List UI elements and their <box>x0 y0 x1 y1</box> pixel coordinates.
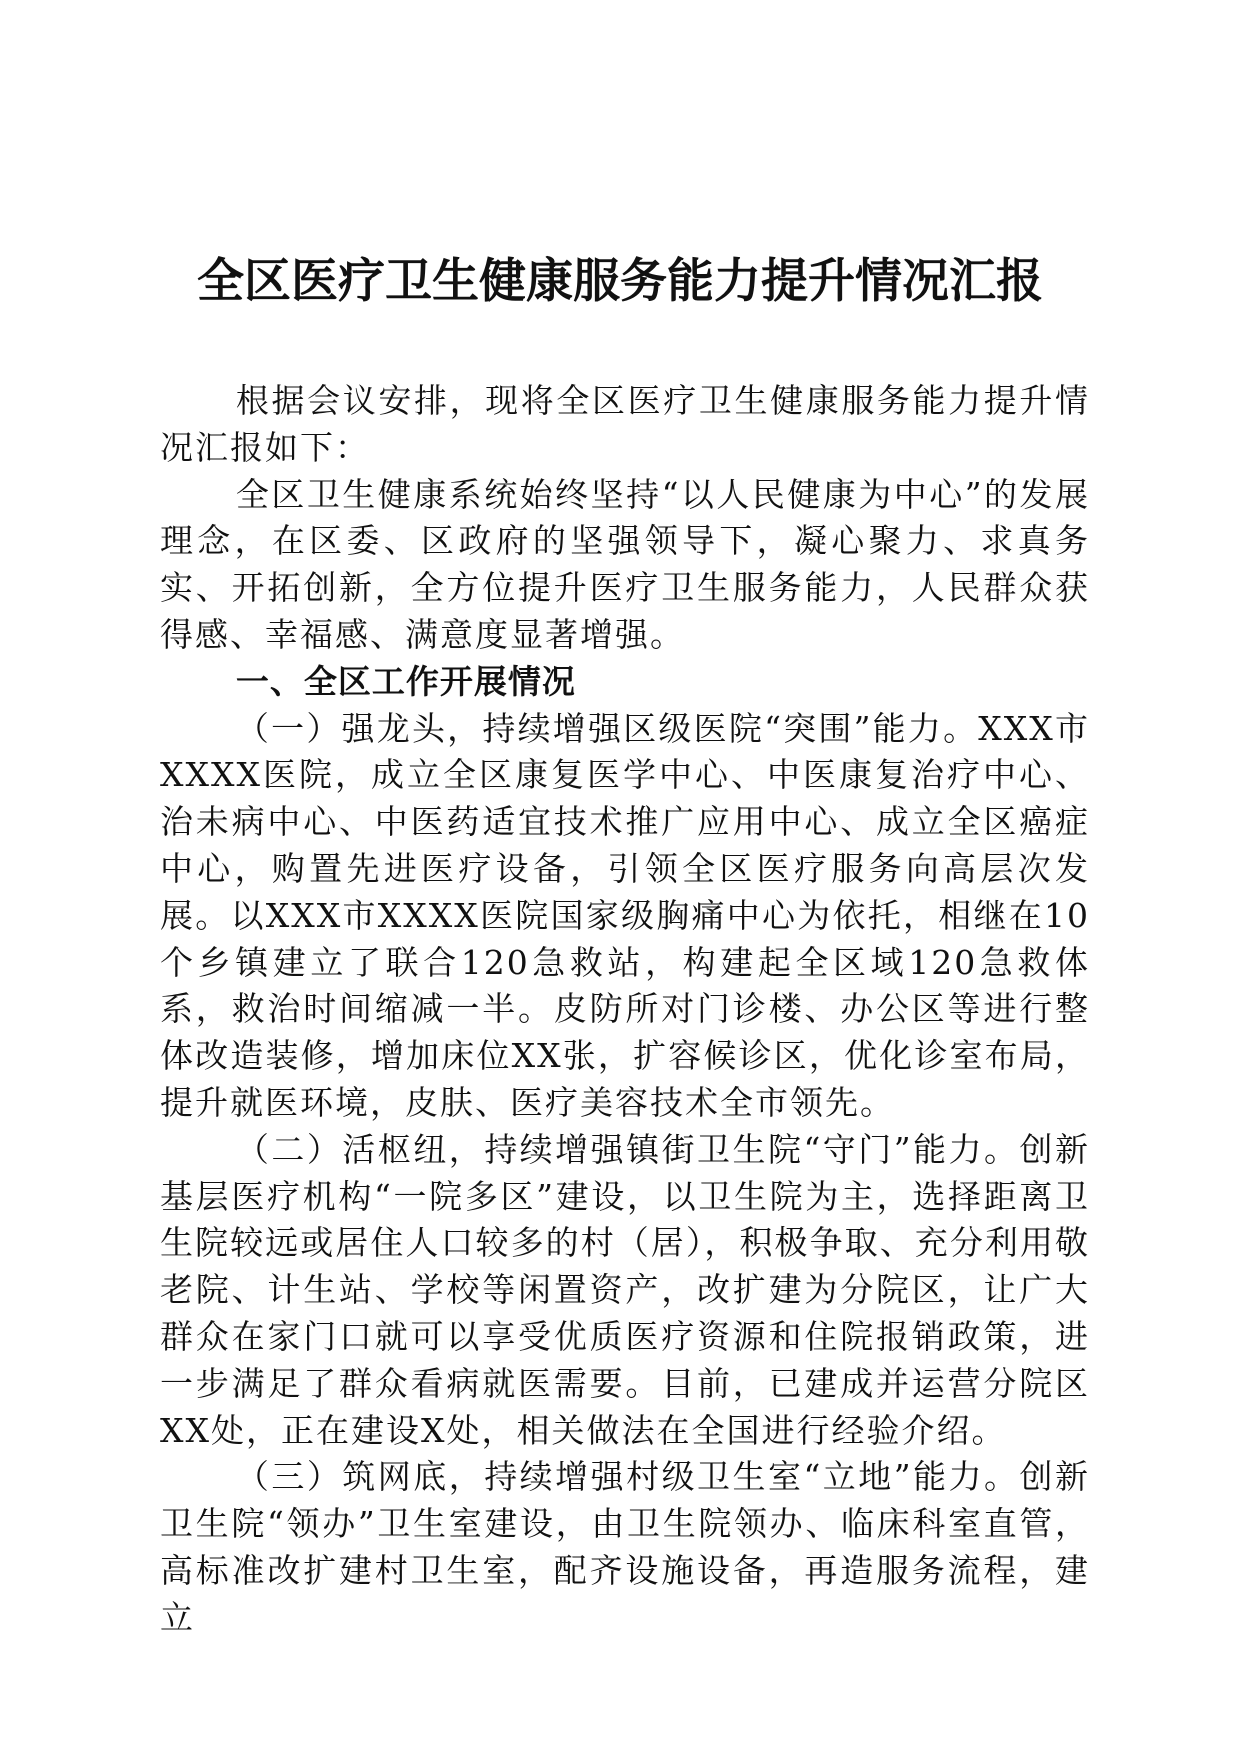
document-title: 全区医疗卫生健康服务能力提升情况汇报 <box>197 254 1043 309</box>
section-heading: 一、全区工作开展情况 <box>235 661 576 701</box>
subsection-1-paragraph: （一）强龙头，持续增强区级医院“突围”能力。XXX市XXXX医院，成立全区康复医学中心、中医康复治疗中心、治未病中心、中医药适宜技术推广应用中心、成立全区癌症中心，购置先进医疗设备，引领全区医疗服务向高层次发展。以XXX市XXXX医院国家级胸痛中心为依托，相继在10个乡镇建立了联合120急救站，构建起全区域120急救体系，救治时间缩减一半。皮防所对门诊楼、办公区等进行整体改造装修，增加床位XX张，扩容候诊区，优化诊室布局，提升就医环境，皮肤、医疗美容技术全市领先。 <box>160 708 1090 1122</box>
overview-paragraph: 全区卫生健康系统始终坚持“以人民健康为中心”的发展理念，在区委、区政府的坚强领导下，凝心聚力、求真务实、开拓创新，全方位提升医疗卫生服务能力，人民群众获得感、幸福感、满意度显著增强。 <box>160 474 1090 654</box>
subsection-2-paragraph: （二）活枢纽，持续增强镇街卫生院“守门”能力。创新基层医疗机构“一院多区”建设，以卫生院为主，选择距离卫生院较远或居住人口较多的村（居），积极争取、充分利用敬老院、计生站、学校等闲置资产，改扩建为分院区，让广大群众在家门口就可以享受优质医疗资源和住院报销政策，进一步满足了群众看病就医需要。目前，已建成并运营分院区XX处，正在建设X处，相关做法在全国进行经验介绍。 <box>160 1129 1090 1450</box>
document-body <box>160 378 1090 1642</box>
subsection-3-paragraph: （三）筑网底，持续增强村级卫生室“立地”能力。创新卫生院“领办”卫生室建设，由卫生院领办、临床科室直管，高标准改扩建村卫生室，配齐设施设备，再造服务流程，建立 <box>160 1457 1090 1637</box>
intro-paragraph: 根据会议安排，现将全区医疗卫生健康服务能力提升情况汇报如下： <box>160 381 1090 467</box>
